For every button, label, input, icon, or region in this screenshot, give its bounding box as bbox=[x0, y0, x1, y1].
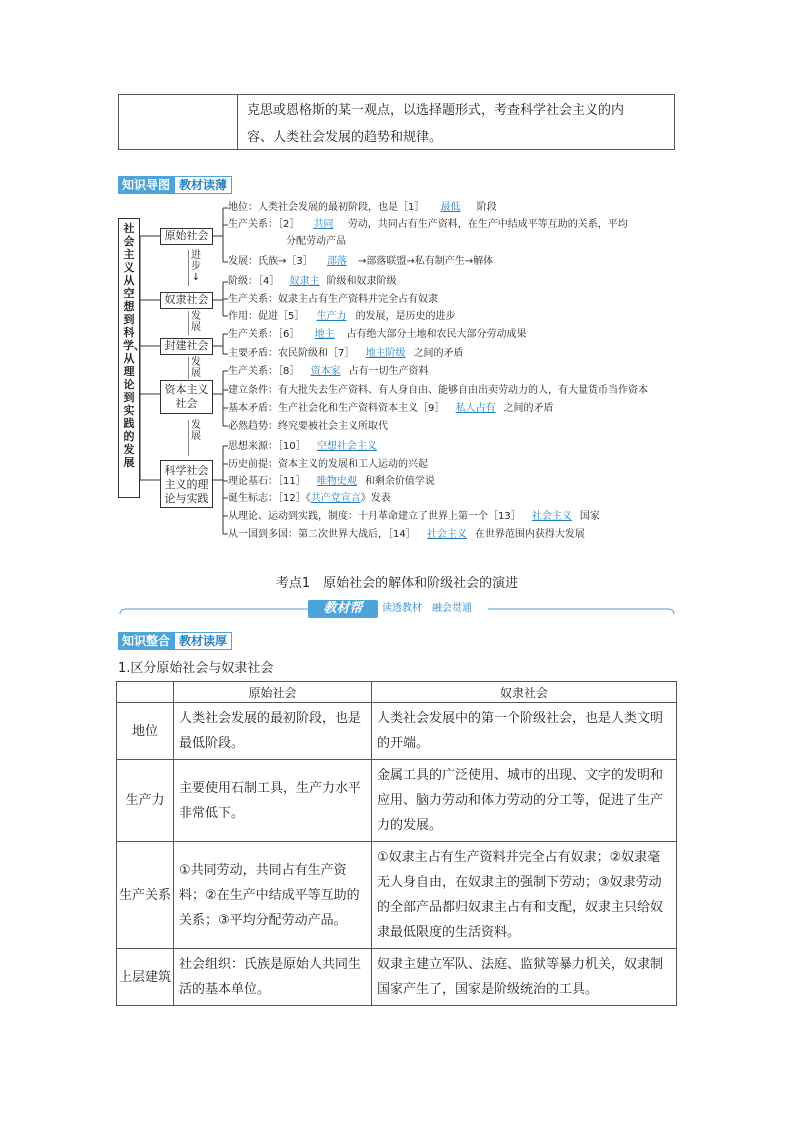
mm-answer-5: 生产力 bbox=[316, 311, 347, 322]
row-label: 生产关系 bbox=[117, 842, 174, 949]
jiaocai-subtitle: 读透教材 融会贯通 bbox=[382, 603, 472, 614]
mm-line-p3 bbox=[228, 255, 493, 268]
arrow-develop-2-label: 发展 bbox=[191, 357, 201, 379]
mindmap-header bbox=[118, 176, 232, 194]
mm-line-f2 bbox=[228, 347, 464, 360]
mm-line-p2c: 分配劳动产品 bbox=[286, 236, 346, 247]
mm-answer-14: 社会主义 bbox=[426, 529, 467, 540]
top-box-divider bbox=[237, 95, 238, 149]
top-box-line2: 容、人类社会发展的趋势和规律。 bbox=[247, 130, 443, 145]
mm-text: 生产关系：［8］ bbox=[228, 366, 300, 377]
mm-text: 之间的矛盾 bbox=[413, 348, 464, 359]
mm-text: 发展：氏族→［3］ bbox=[228, 256, 313, 267]
integration-tag-b: 教材读厚 bbox=[174, 632, 232, 650]
mm-answer-6: 地主 bbox=[314, 329, 335, 340]
mm-answer-7: 地主阶级 bbox=[365, 348, 406, 359]
node-capitalist: 资本主义社会 bbox=[160, 380, 213, 414]
mm-answer-1: 最低 bbox=[440, 202, 461, 213]
mm-answer-11: 唯物史观 bbox=[316, 476, 357, 487]
table-cell: ①奴隶主占有生产资料并完全占有奴隶；②奴隶毫无人身自由，在奴隶主的强制下劳动；③奴隶劳动的全部产品都归奴隶主占有和支配，奴隶主只给奴隶最低限度的生活资料。 bbox=[372, 842, 677, 949]
top-box-line1: 克思或恩格斯的某一观点，以选择题形式，考查科学社会主义的内 bbox=[247, 103, 625, 118]
mindmap bbox=[118, 198, 698, 543]
mm-answer-12: 共产党宣言 bbox=[310, 493, 361, 504]
mm-line-k1 bbox=[228, 440, 385, 453]
node-primitive: 原始社会 bbox=[160, 228, 213, 245]
arrow-develop-3 bbox=[188, 420, 203, 456]
mm-text: 地位：人类社会发展的最初阶段，也是［1］ bbox=[228, 202, 425, 213]
mm-line-s3 bbox=[228, 310, 456, 323]
mm-line-k2: 历史前提：资本主义的发展和工人运动的兴起 bbox=[228, 459, 428, 470]
header-tag-a: 知识导图 bbox=[118, 176, 174, 194]
arrow-progress-label: 进步 bbox=[191, 250, 201, 272]
table-cell: 人类社会发展的最初阶段，也是最低阶段。 bbox=[174, 703, 372, 760]
jiaocai-banner bbox=[118, 600, 676, 620]
table-header-cell: 原始社会 bbox=[174, 682, 372, 703]
mm-answer-2: 共同 bbox=[313, 219, 334, 230]
table-header-row bbox=[117, 682, 677, 703]
arrow-develop-1-label: 发展 bbox=[191, 311, 201, 333]
mm-text: 从理论、运动到实践，制度：十月革命建立了世界上第一个［13］ bbox=[228, 511, 521, 522]
mm-text: 从一国到多国：第二次世界大战后，［14］ bbox=[228, 529, 416, 540]
table-cell: 社会组织：氏族是原始人共同生活的基本单位。 bbox=[174, 949, 372, 1006]
mm-text: 理论基石：［11］ bbox=[228, 476, 306, 487]
node-slave: 奴隶社会 bbox=[160, 292, 213, 309]
mm-line-p1 bbox=[228, 201, 497, 214]
mm-line-s1 bbox=[228, 275, 397, 288]
mm-answer-4: 奴隶主 bbox=[289, 276, 320, 287]
mm-line-k5 bbox=[228, 510, 600, 523]
mindmap-root bbox=[118, 218, 145, 498]
row-label: 上层建筑 bbox=[117, 949, 174, 1006]
mm-line-k6 bbox=[228, 528, 585, 541]
header-tag-b: 教材读薄 bbox=[174, 176, 232, 194]
integration-header bbox=[118, 632, 232, 650]
arrow-develop-3-label: 发展 bbox=[191, 420, 201, 442]
mm-text: 阶级：［4］ bbox=[228, 276, 280, 287]
mm-line-f1 bbox=[228, 328, 527, 341]
table-cell: ①共同劳动，共同占有生产资料；②在生产中结成平等互助的关系；③平均分配劳动产品。 bbox=[174, 842, 372, 949]
mm-text: 之间的矛盾 bbox=[503, 403, 554, 414]
mm-text: →部落联盟→私有制产生→解体 bbox=[357, 256, 494, 267]
table-cell: 人类社会发展中的第一个阶级社会，也是人类文明的开端。 bbox=[372, 703, 677, 760]
mm-line-c1 bbox=[228, 365, 429, 378]
section-subtitle: 1.区分原始社会与奴隶社会 bbox=[118, 661, 274, 676]
integration-tag-a: 知识整合 bbox=[118, 632, 174, 650]
mm-text: 诞生标志：［12］《 bbox=[228, 493, 311, 504]
table-header-cell: 奴隶社会 bbox=[372, 682, 677, 703]
mm-text: 占有绝大部分土地和农民大部分劳动成果 bbox=[346, 329, 527, 340]
table-header-cell bbox=[117, 682, 174, 703]
table-row bbox=[117, 760, 677, 842]
mm-answer-8: 资本家 bbox=[310, 366, 341, 377]
jiaocai-title: 教材帮 bbox=[308, 600, 378, 618]
arrow-develop-1 bbox=[188, 311, 203, 335]
mm-line-c2: 建立条件：有大批失去生产资料、有人身自由、能够自由出卖劳动力的人，有大量货币当作资本 bbox=[228, 385, 648, 396]
mm-line-s2: 生产关系：奴隶主占有生产资料并完全占有奴隶 bbox=[228, 294, 438, 305]
mm-text: 在世界范围内获得大发展 bbox=[474, 529, 585, 540]
mm-text: 思想来源：［10］ bbox=[228, 441, 306, 452]
mm-text: 主要矛盾：农民阶级和［7］ bbox=[228, 348, 355, 359]
mm-text: 劳动，共同占有生产资料，在生产中结成平等互助的关系，平均 bbox=[347, 219, 628, 230]
mm-text: 生产关系：［6］ bbox=[228, 329, 300, 340]
kaodian-title: 考点1 原始社会的解体和阶级社会的演进 bbox=[275, 576, 519, 591]
mm-answer-3: 部落 bbox=[326, 256, 347, 267]
row-label: 生产力 bbox=[117, 760, 174, 842]
row-label: 地位 bbox=[117, 703, 174, 760]
table-row bbox=[117, 949, 677, 1006]
mm-text: 作用：促进［5］ bbox=[228, 311, 305, 322]
arrow-progress: 进步↓ bbox=[188, 250, 203, 286]
top-box bbox=[118, 94, 675, 150]
node-feudal: 封建社会 bbox=[160, 338, 213, 355]
mm-text: 阶级和奴隶阶级 bbox=[326, 276, 397, 287]
mm-text: 的发展，是历史的进步 bbox=[355, 311, 456, 322]
mm-line-c3 bbox=[228, 402, 554, 415]
top-box-text bbox=[247, 97, 667, 151]
table-row bbox=[117, 703, 677, 760]
table-cell: 主要使用石制工具，生产力水平非常低下。 bbox=[174, 760, 372, 842]
mm-line-k4 bbox=[228, 492, 391, 505]
mm-text: 阶段 bbox=[476, 202, 497, 213]
mm-line-c4: 必然趋势：终究要被社会主义所取代 bbox=[228, 421, 388, 432]
mm-line-p2 bbox=[228, 218, 628, 231]
mm-text: 和剩余价值学说 bbox=[364, 476, 435, 487]
mm-text: 基本矛盾：生产社会化和生产资料资本主义［9］ bbox=[228, 403, 445, 414]
mm-text: 生产关系：［2］ bbox=[228, 219, 300, 230]
mindmap-root-label: 社会主义从空想到科学、从理论到实践的发展 bbox=[123, 222, 145, 469]
node-scientific: 科学社会主义的理论与实践 bbox=[160, 460, 213, 508]
table-row bbox=[117, 842, 677, 949]
table-cell: 金属工具的广泛使用、城市的出现、文字的发明和应用、脑力劳动和体力劳动的分工等，促进了生产力的发展。 bbox=[372, 760, 677, 842]
mm-answer-9: 私人占有 bbox=[455, 403, 496, 414]
mm-line-k3 bbox=[228, 475, 435, 488]
mm-answer-13: 社会主义 bbox=[531, 511, 572, 522]
mm-text: 占有一切生产资料 bbox=[348, 366, 429, 377]
mm-text: 》发表 bbox=[360, 493, 391, 504]
comparison-table bbox=[116, 681, 677, 1006]
mm-text: 国家 bbox=[579, 511, 600, 522]
table-cell: 奴隶主建立军队、法庭、监狱等暴力机关，奴隶制国家产生了，国家是阶级统治的工具。 bbox=[372, 949, 677, 1006]
mm-answer-10: 空想社会主义 bbox=[316, 441, 377, 452]
arrow-develop-2 bbox=[188, 357, 203, 379]
